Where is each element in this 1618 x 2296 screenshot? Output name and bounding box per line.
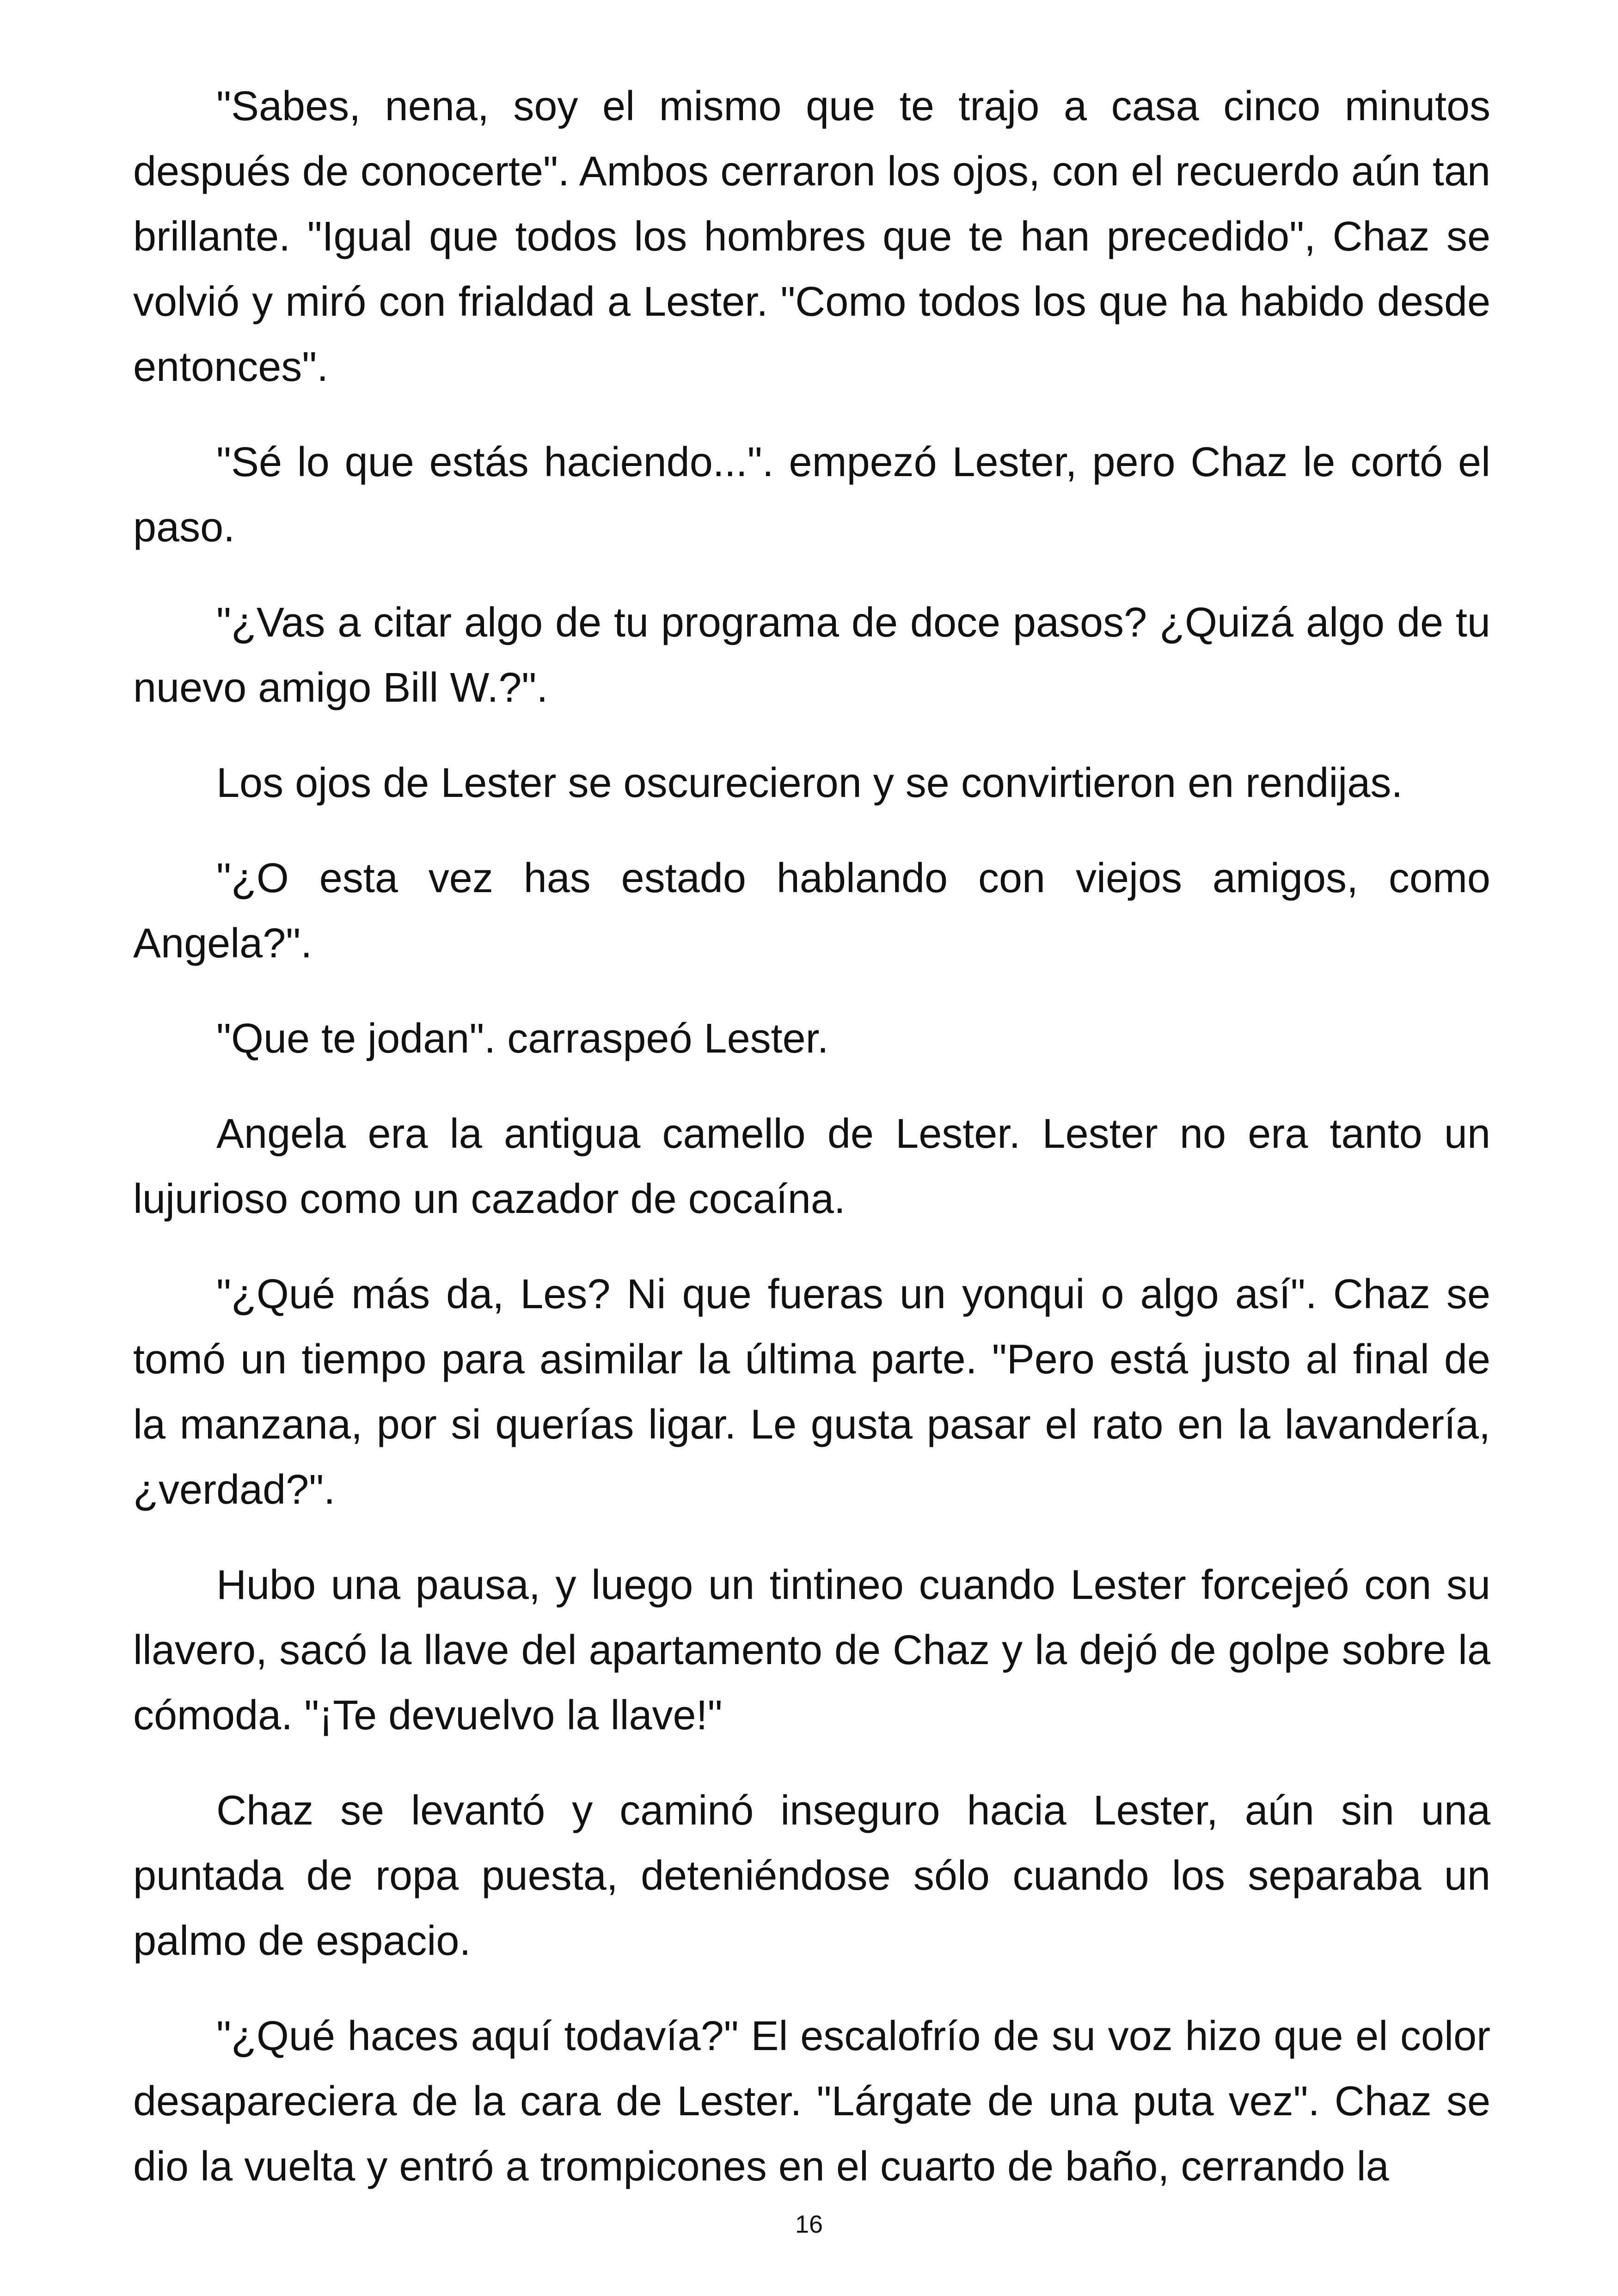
paragraph-7: Angela era la antigua camello de Lester. Lester no era tanto un lujurioso como un cazador de cocaína. [133, 1111, 1490, 1222]
paragraph-11: "¿Qué haces aquí todavía?" El escalofrío de su voz hizo que el color desapareciera de la cara de Lester. "Lárgate de una puta vez". Chaz se dio la vuelta y entró a trompicones en el cuarto de baño, cerrando la [133, 2013, 1490, 2190]
paragraph-1: "Sabes, nena, soy el mismo que te trajo a casa cinco minutos después de conocerte". Ambos cerraron los ojos, con el recuerdo aún tan brillante. "Igual que todos los hombres que te han precedido", Chaz se volvió y miró con frialdad a Lester. "Como todos los que ha habido desde entonces". [133, 83, 1490, 390]
paragraph-2: "Sé lo que estás haciendo...". empezó Lester, pero Chaz le cortó el paso. [133, 439, 1490, 551]
paragraph-4: Los ojos de Lester se oscurecieron y se convirtieron en rendijas. [216, 760, 1403, 806]
paragraph-6: "Que te jodan". carraspeó Lester. [216, 1016, 829, 1062]
paragraph-5: "¿O esta vez has estado hablando con viejos amigos, como Angela?". [133, 855, 1490, 967]
paragraph-10: Chaz se levantó y caminó inseguro hacia Lester, aún sin una puntada de ropa puesta, deteniéndose sólo cuando los separaba un palmo de espacio. [133, 1788, 1490, 1964]
paragraph-9: Hubo una pausa, y luego un tintineo cuando Lester forcejeó con su llavero, sacó la llave del apartamento de Chaz y la dejó de golpe sobre la cómoda. "¡Te devuelvo la llave!" [133, 1562, 1490, 1739]
paragraph-8: "¿Qué más da, Les? Ni que fueras un yonqui o algo así". Chaz se tomó un tiempo para asimilar la última parte. "Pero está justo al final de la manzana, por si querías ligar. Le gusta pasar el rato en la lavandería, ¿verdad?". [133, 1271, 1490, 1513]
body-text [133, 74, 1490, 2229]
paragraph-3: "¿Vas a citar algo de tu programa de doce pasos? ¿Quizá algo de tu nuevo amigo Bill W.?". [133, 600, 1490, 711]
page-number: 16 [795, 2210, 823, 2238]
